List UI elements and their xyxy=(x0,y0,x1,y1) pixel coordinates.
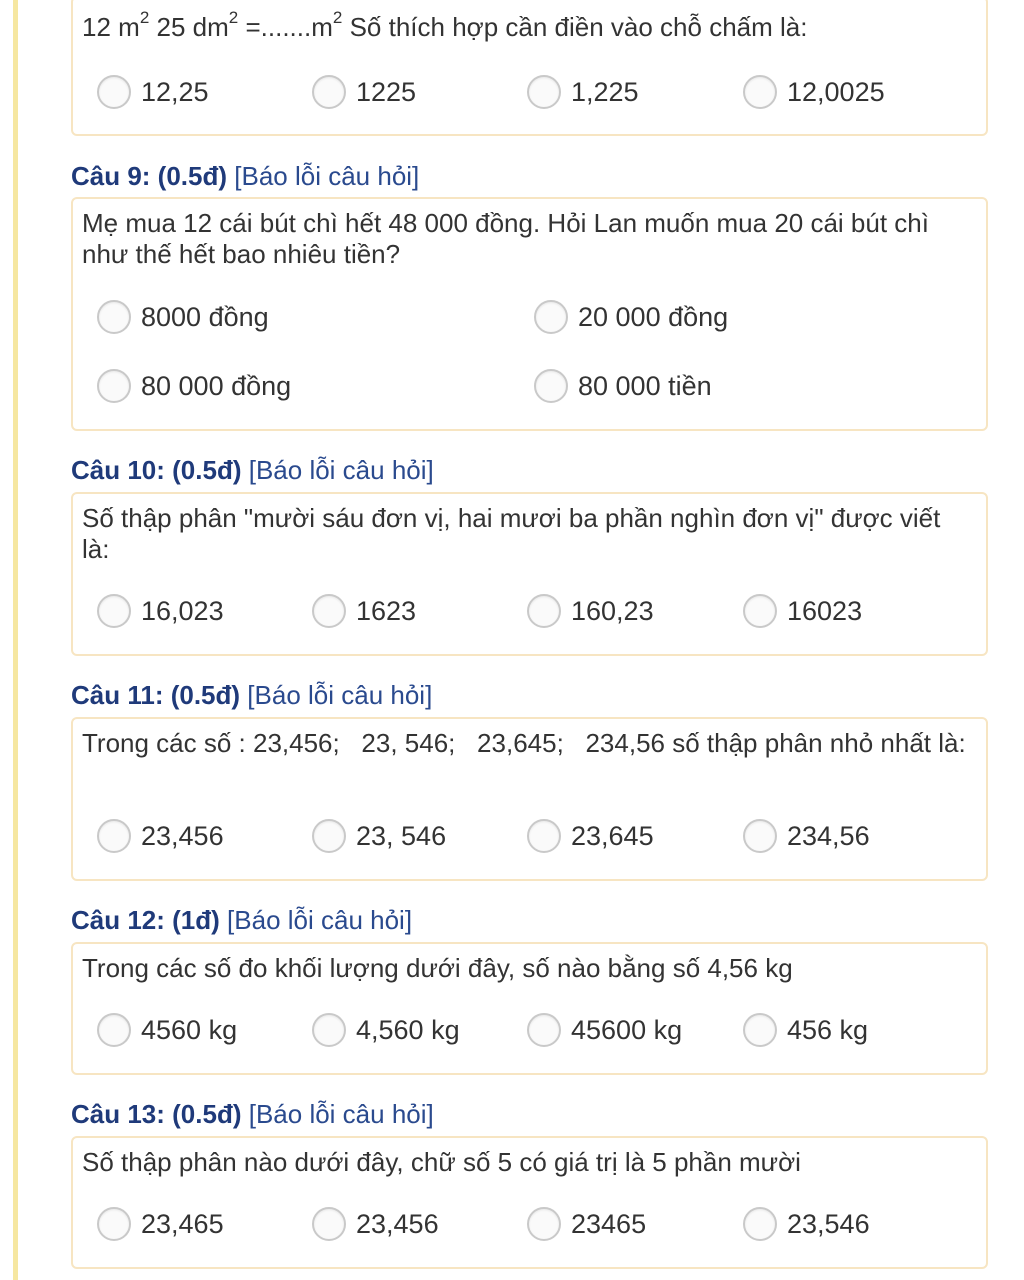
q13-option-a[interactable] xyxy=(97,1204,224,1244)
q11-option-b[interactable] xyxy=(312,816,446,856)
radio-button[interactable] xyxy=(312,819,346,853)
report-error-link[interactable]: [Báo lỗi câu hỏi] xyxy=(247,680,433,710)
radio-button[interactable] xyxy=(97,1207,131,1241)
option-label: 1225 xyxy=(356,76,417,107)
option-label: 23465 xyxy=(571,1208,647,1239)
radio-button[interactable] xyxy=(743,594,777,628)
option-label: 160,23 xyxy=(571,595,654,626)
question-13-text: Số thập phân nào dưới đây, chữ số 5 có giá trị là 5 phần mười xyxy=(82,1147,801,1177)
radio-button[interactable] xyxy=(97,300,131,334)
option-label: 20 000 đồng xyxy=(578,301,729,332)
report-error-link[interactable]: [Báo lỗi câu hỏi] xyxy=(248,1099,434,1129)
question-13-box xyxy=(71,1136,988,1269)
q10-option-b[interactable] xyxy=(312,591,416,631)
radio-button[interactable] xyxy=(527,1013,561,1047)
option-label: 4560 kg xyxy=(141,1014,238,1045)
option-label: 4,560 kg xyxy=(356,1014,460,1045)
q9-option-b[interactable] xyxy=(534,297,728,337)
option-label: 12,0025 xyxy=(787,76,885,107)
question-10-heading xyxy=(71,454,434,486)
radio-button[interactable] xyxy=(527,75,561,109)
option-label: 16,023 xyxy=(141,595,224,626)
q11-option-d[interactable] xyxy=(743,816,870,856)
radio-button[interactable] xyxy=(97,594,131,628)
q9-option-c[interactable] xyxy=(97,366,291,406)
question-8-box xyxy=(71,0,988,136)
option-label: 80 000 tiền xyxy=(578,370,712,401)
q10-option-a[interactable] xyxy=(97,591,224,631)
question-12-box xyxy=(71,942,988,1075)
radio-button[interactable] xyxy=(743,1207,777,1241)
question-10-text: Số thập phân "mười sáu đơn vị, hai mươi ba phần nghìn đơn vị" được viết là: xyxy=(82,503,941,564)
option-label: 23, 546 xyxy=(356,820,447,851)
q10-option-d[interactable] xyxy=(743,591,862,631)
option-label: 45600 kg xyxy=(571,1014,683,1045)
radio-button[interactable] xyxy=(312,594,346,628)
radio-button[interactable] xyxy=(527,594,561,628)
question-9-heading xyxy=(71,160,419,192)
left-accent-rule xyxy=(13,0,18,1280)
radio-button[interactable] xyxy=(312,75,346,109)
option-label: 12,25 xyxy=(141,76,209,107)
radio-button[interactable] xyxy=(312,1207,346,1241)
q13-option-c[interactable] xyxy=(527,1204,646,1244)
radio-button[interactable] xyxy=(743,1013,777,1047)
option-label: 16023 xyxy=(787,595,863,626)
option-label: 23,645 xyxy=(571,820,654,851)
radio-button[interactable] xyxy=(527,1207,561,1241)
question-11-box xyxy=(71,717,988,881)
option-label: 23,465 xyxy=(141,1208,224,1239)
option-label: 456 kg xyxy=(787,1014,869,1045)
radio-button[interactable] xyxy=(534,369,568,403)
q9-option-a[interactable] xyxy=(97,297,269,337)
question-number: Câu 11: (0.5đ) xyxy=(71,680,241,710)
option-label: 234,56 xyxy=(787,820,870,851)
question-8-text: 12 $m^2$ 25 $dm^2 =.......m^2$ Số thích hợp cần điền vào chỗ chấm là: xyxy=(82,8,808,42)
q8-option-a[interactable] xyxy=(97,72,209,112)
question-12-heading xyxy=(71,904,412,936)
q12-option-a[interactable] xyxy=(97,1010,237,1050)
radio-button[interactable] xyxy=(97,819,131,853)
radio-button[interactable] xyxy=(312,1013,346,1047)
radio-button[interactable] xyxy=(527,819,561,853)
q8-option-d[interactable] xyxy=(743,72,885,112)
q8-option-c[interactable] xyxy=(527,72,639,112)
radio-button[interactable] xyxy=(743,75,777,109)
option-label: 23,546 xyxy=(787,1208,870,1239)
q11-option-a[interactable] xyxy=(97,816,224,856)
q10-option-c[interactable] xyxy=(527,591,654,631)
radio-button[interactable] xyxy=(97,369,131,403)
question-number: Câu 13: (0.5đ) xyxy=(71,1099,242,1129)
q8-option-b[interactable] xyxy=(312,72,416,112)
question-11-text: Trong các số : 23,456; 23, 546; 23,645; 234,56 số thập phân nhỏ nhất là: xyxy=(82,728,966,758)
radio-button[interactable] xyxy=(97,75,131,109)
question-11-heading xyxy=(71,679,432,711)
q12-option-b[interactable] xyxy=(312,1010,460,1050)
radio-button[interactable] xyxy=(534,300,568,334)
option-label: 1623 xyxy=(356,595,417,626)
report-error-link[interactable]: [Báo lỗi câu hỏi] xyxy=(227,905,413,935)
option-label: 1,225 xyxy=(571,76,639,107)
radio-button[interactable] xyxy=(743,819,777,853)
q12-option-d[interactable] xyxy=(743,1010,868,1050)
report-error-link[interactable]: [Báo lỗi câu hỏi] xyxy=(248,455,434,485)
q11-option-c[interactable] xyxy=(527,816,654,856)
question-13-heading xyxy=(71,1098,434,1130)
q9-option-d[interactable] xyxy=(534,366,712,406)
option-label: 8000 đồng xyxy=(141,301,269,332)
radio-button[interactable] xyxy=(97,1013,131,1047)
question-9-text: Mẹ mua 12 cái bút chì hết 48 000 đồng. Hỏi Lan muốn mua 20 cái bút chì như thế hết bao nhiêu tiền? xyxy=(82,208,929,269)
q13-option-d[interactable] xyxy=(743,1204,870,1244)
option-label: 23,456 xyxy=(141,820,224,851)
q13-option-b[interactable] xyxy=(312,1204,439,1244)
option-label: 23,456 xyxy=(356,1208,439,1239)
question-number: Câu 12: (1đ) xyxy=(71,905,220,935)
q12-option-c[interactable] xyxy=(527,1010,682,1050)
question-10-box xyxy=(71,492,988,656)
report-error-link[interactable]: [Báo lỗi câu hỏi] xyxy=(234,161,420,191)
question-number: Câu 10: (0.5đ) xyxy=(71,455,242,485)
question-number: Câu 9: (0.5đ) xyxy=(71,161,228,191)
option-label: 80 000 đồng xyxy=(141,370,292,401)
question-12-text: Trong các số đo khối lượng dưới đây, số nào bằng số 4,56 kg xyxy=(82,953,793,983)
